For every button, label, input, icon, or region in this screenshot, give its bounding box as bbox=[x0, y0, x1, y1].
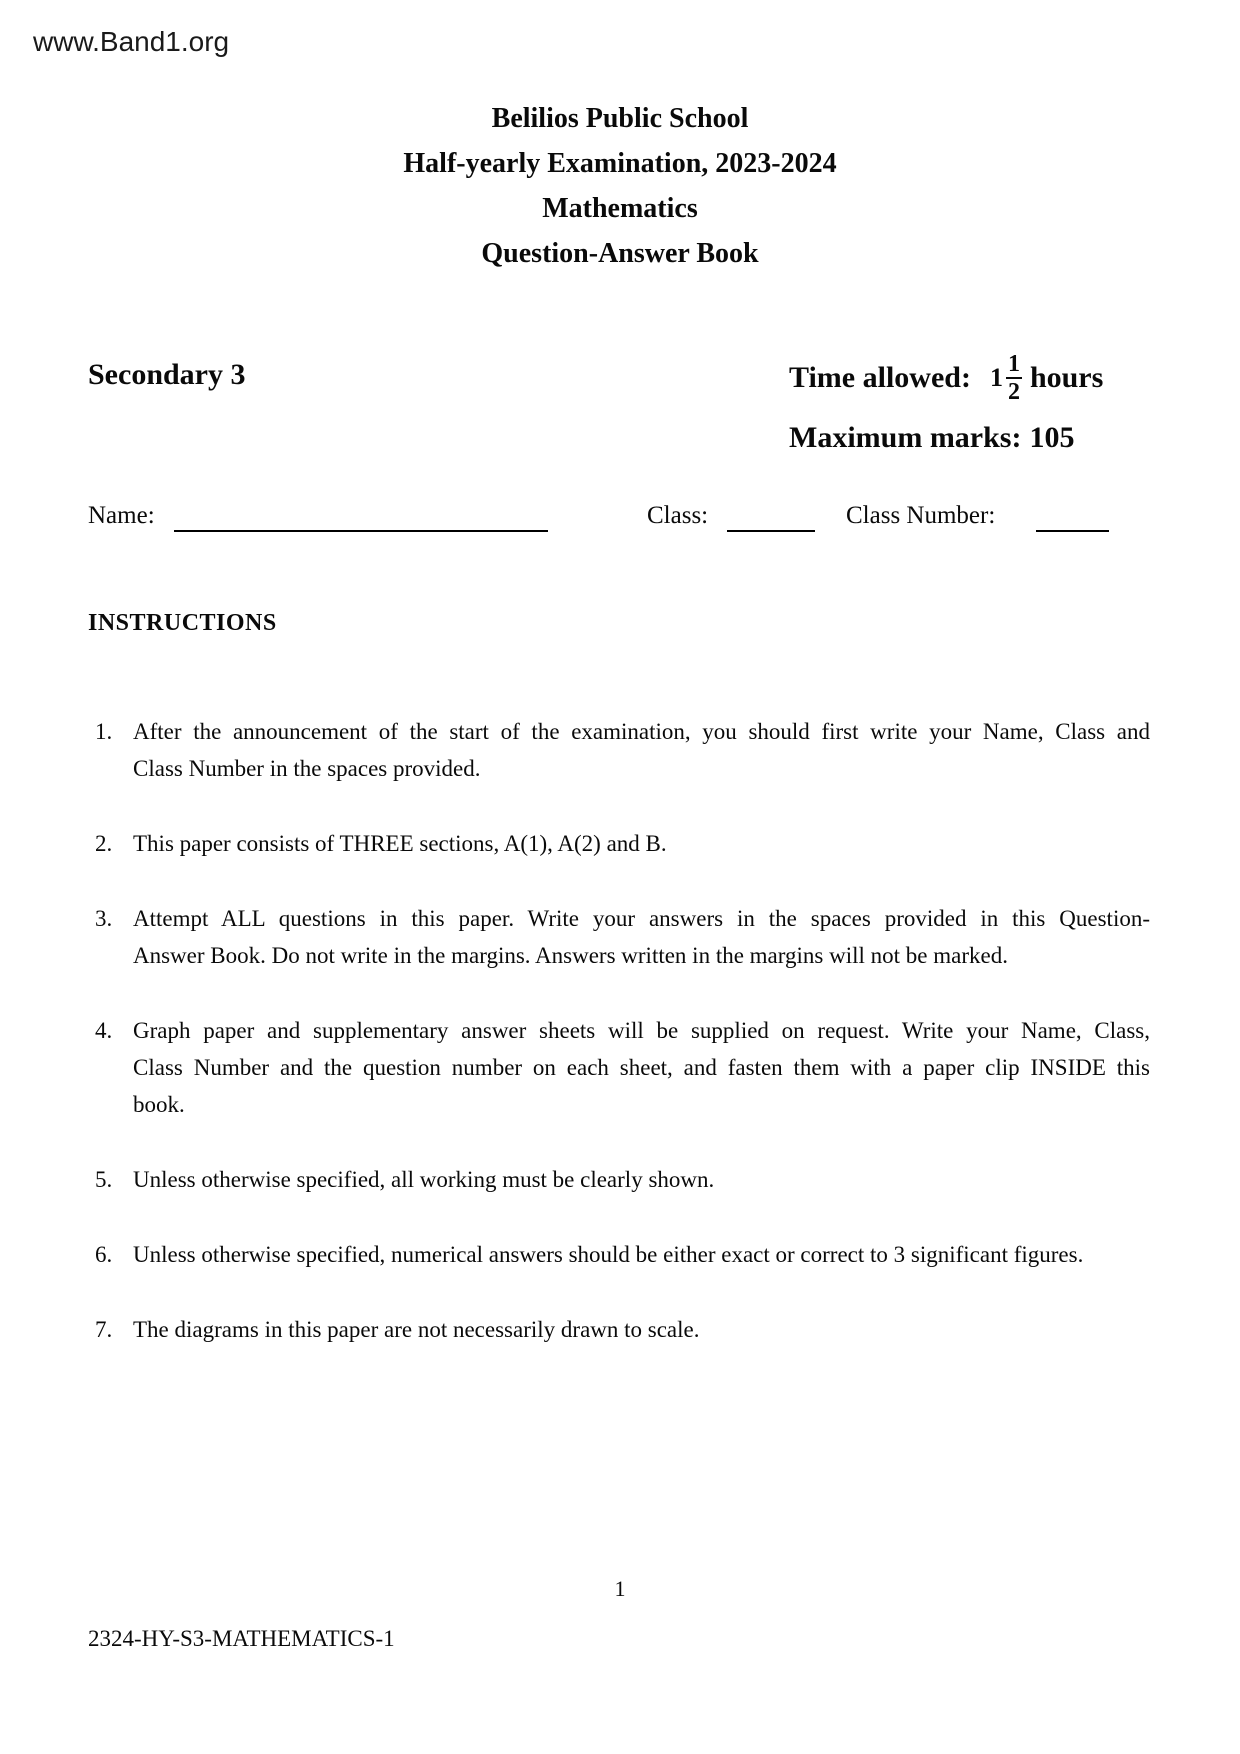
instructions-heading: INSTRUCTIONS bbox=[88, 610, 277, 636]
marks-label: Maximum marks: bbox=[789, 421, 1022, 454]
instruction-number: 7. bbox=[95, 1317, 113, 1342]
instruction-number: 3. bbox=[95, 906, 113, 931]
class-blank-line bbox=[727, 502, 815, 532]
instruction-text-line: After the announcement of the start of the examination, you should first write your Name, Class and bbox=[133, 719, 1150, 744]
instruction-text-line: Graph paper and supplementary answer sheets will be supplied on request. Write your Name, Class, bbox=[133, 1018, 1150, 1043]
time-fraction bbox=[1006, 352, 1022, 404]
name-blank-line bbox=[174, 502, 548, 532]
instructions-list bbox=[95, 713, 1150, 1386]
instruction-item bbox=[95, 1012, 1150, 1123]
maximum-marks-row bbox=[789, 421, 1103, 455]
instruction-number: 2. bbox=[95, 831, 113, 856]
time-allowed-label: Time allowed: bbox=[789, 361, 971, 394]
instruction-item bbox=[95, 1236, 1150, 1273]
instruction-item bbox=[95, 825, 1150, 862]
fraction-denominator: 2 bbox=[1007, 379, 1020, 405]
instruction-text-line: Attempt ALL questions in this paper. Write your answers in the spaces provided in this Question- bbox=[133, 906, 1150, 931]
instruction-text-line: Unless otherwise specified, numerical answers should be either exact or correct to 3 significant figures. bbox=[133, 1242, 1084, 1267]
instruction-item bbox=[95, 713, 1150, 787]
class-number-label: Class Number: bbox=[846, 502, 996, 529]
marks-value: 105 bbox=[1029, 421, 1075, 454]
class-number-blank-line bbox=[1036, 502, 1109, 532]
instruction-item bbox=[95, 1311, 1150, 1348]
exam-info-block bbox=[789, 351, 1103, 455]
page-number: 1 bbox=[614, 1576, 626, 1601]
name-label: Name: bbox=[88, 502, 155, 529]
book-name: Question-Answer Book bbox=[481, 238, 759, 269]
time-unit-label: hours bbox=[1029, 361, 1104, 394]
instruction-number: 5. bbox=[95, 1167, 113, 1192]
instruction-text-line: Class Number in the spaces provided. bbox=[133, 756, 481, 781]
time-whole-number: 1 bbox=[989, 363, 1003, 392]
instruction-number: 1. bbox=[95, 719, 113, 744]
instruction-text-line: Class Number and the question number on each sheet, and fasten them with a paper clip INSIDE this bbox=[133, 1055, 1150, 1080]
fraction-numerator: 1 bbox=[1007, 351, 1020, 377]
site-watermark: www.Band1.org bbox=[33, 26, 230, 57]
instruction-item bbox=[95, 1161, 1150, 1198]
time-allowed-row bbox=[789, 351, 1103, 405]
class-label: Class: bbox=[647, 502, 709, 529]
exam-title-block bbox=[0, 96, 1240, 276]
exam-name: Half-yearly Examination, 2023-2024 bbox=[403, 148, 837, 179]
instruction-number: 4. bbox=[95, 1018, 113, 1043]
level-label: Secondary 3 bbox=[88, 358, 246, 391]
student-info-row bbox=[0, 502, 1240, 542]
document-code: 2324-HY-S3-MATHEMATICS-1 bbox=[88, 1626, 395, 1651]
instruction-number: 6. bbox=[95, 1242, 113, 1267]
instruction-text-line: Answer Book. Do not write in the margins. Answers written in the margins will not be marked. bbox=[133, 943, 1008, 968]
instruction-text-line: Unless otherwise specified, all working must be clearly shown. bbox=[133, 1167, 715, 1192]
instruction-text-line: This paper consists of THREE sections, A(1), A(2) and B. bbox=[133, 831, 667, 856]
subject-name: Mathematics bbox=[542, 193, 698, 224]
instruction-item bbox=[95, 900, 1150, 974]
instruction-text-line: book. bbox=[133, 1092, 185, 1117]
school-name: Belilios Public School bbox=[491, 103, 749, 134]
instruction-text-line: The diagrams in this paper are not necessarily drawn to scale. bbox=[133, 1317, 700, 1342]
